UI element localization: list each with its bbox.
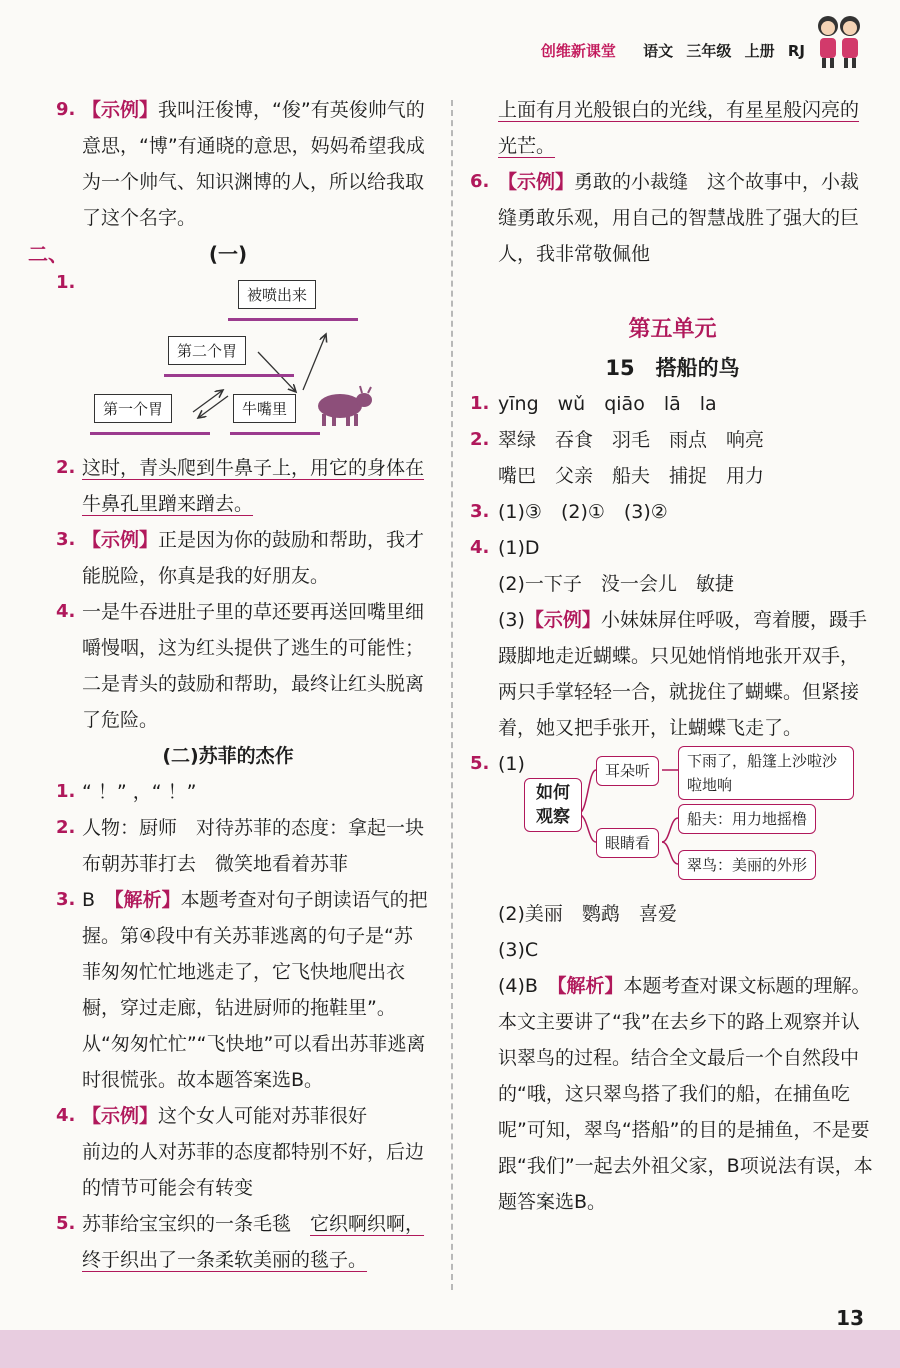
unit-title: 第五单元 <box>628 317 717 342</box>
right-column <box>470 92 875 1220</box>
lesson-answer-3: 3. (1)③ (2)① (3)② <box>470 501 668 523</box>
volume: 上册 <box>744 42 775 60</box>
lesson-answer-1: 1. yīng wǔ qiāo lā la <box>470 393 717 415</box>
part2-answer-2: 2. 人物：厨师 对待苏菲的态度：拿起一块布朝苏菲打去 微笑地看着苏菲 <box>56 817 425 875</box>
answer-3: 3. 【示例】正是因为你的鼓励和帮助，我才能脱险，你真是我的好朋友。 <box>56 529 425 587</box>
footer-bar <box>0 1330 900 1368</box>
box-second-stomach: 第二个胃 <box>168 336 246 365</box>
answer-6: 6. 【示例】勇敢的小裁缝 这个故事中，小裁缝勇敢乐观，用自己的智慧战胜了强大的巨人，我非常敬佩他 <box>470 171 860 265</box>
mind-map-ear: 耳朵听 <box>596 756 659 786</box>
answer-2: 2. 这时，青头爬到牛鼻子上，用它的身体在牛鼻孔里蹭来蹭去。 <box>56 457 425 515</box>
lesson-title: 15 搭船的鸟 <box>605 356 740 380</box>
grass-decoration <box>230 420 320 435</box>
box-cow-mouth: 牛嘴里 <box>233 394 296 423</box>
answer-9: 9. 【示例】我叫汪俊博，“俊”有英俊帅气的意思，“博”有通晓的意思，妈妈希望我成为一个帅气、知识渊博的人，所以给我取了这个名字。 <box>56 99 425 229</box>
subject: 语文 <box>643 42 674 60</box>
part2-answer-1: 1. “ ！” ，“ ！” <box>56 781 197 803</box>
lesson-answer-5-2: (2)美丽 鹦鹉 喜爱 <box>498 903 677 925</box>
part2-answer-3: 3. B 【解析】本题考查对句子朗读语气的把握。第④段中有关苏菲逃离的句子是“苏菲匆匆忙忙地逃走了，它飞快地爬出衣橱，穿过走廊，钻进厨师的拖鞋里”。从“匆匆忙忙”“飞快地”可以看出苏菲逃离时很慌张。故本题答案选B。 <box>56 889 428 1091</box>
mind-map-eye: 眼睛看 <box>596 828 659 858</box>
digestion-diagram: 1. 被喷出来 第二个胃 第一个胃 牛嘴里 <box>28 272 428 450</box>
section-two: 二、 (一) <box>28 242 248 266</box>
children-mascot-icon <box>806 8 870 72</box>
part-two-title: (二)苏菲的杰作 <box>162 745 294 767</box>
lesson-answer-5-4: (4)B 【解析】本题考查对课文标题的理解。本文主要讲了“我”在去乡下的路上观察并认识翠鸟的过程。结合全文最后一个自然段中的“哦，这只翠鸟搭了我们的船，在捕鱼吃呢”可知，翠鸟“搭船”的目的是捕鱼，不是要跟“我们”一起去外祖父家，B项说法有误，本题答案选B。 <box>498 975 873 1213</box>
grass-decoration <box>164 362 294 377</box>
answer-4: 4. 一是牛吞进肚子里的草还要再送回嘴里细嚼慢咽，这为红头提供了逃生的可能性；二是青头的鼓励和帮助，最终让红头脱离了危险。 <box>56 601 425 731</box>
grass-decoration <box>228 306 358 321</box>
mind-map-eye-leaf-boatman: 船夫：用力地摇橹 <box>678 804 816 834</box>
lesson-answer-5: 5. (1) 如何观察 耳朵听 下雨了，船篷上沙啦沙啦地响 眼睛看 船夫：用力地摇橹 翠鸟：美丽的外形 <box>470 746 875 896</box>
page-header <box>533 40 805 61</box>
lesson-answer-2: 2. 翠绿 吞食 羽毛 雨点 响亮 嘴巴 父亲 船夫 捕捉 用力 <box>470 429 765 487</box>
column-divider <box>451 100 453 1290</box>
left-column <box>28 92 428 1278</box>
lesson-answer-5-3: (3)C <box>498 939 539 961</box>
mind-map-root: 如何观察 <box>524 778 582 832</box>
mind-map-eye-leaf-kingfisher: 翠鸟：美丽的外形 <box>678 850 816 880</box>
grade: 三年级 <box>686 42 732 60</box>
edition: RJ <box>787 42 805 60</box>
part2-answer-4: 4. 【示例】这个女人可能对苏菲很好 前边的人对苏菲的态度都特别不好，后边的情节可能会有转变 <box>56 1105 425 1199</box>
box-ejected: 被喷出来 <box>238 280 316 309</box>
lesson-answer-4: 4. (1)D (2)一下子 没一会儿 敏捷 (3)【示例】小妹妹屏住呼吸，弯着腰，蹑手蹑脚地走近蝴蝶。只见她悄悄地张开双手，两只手掌轻轻一合，就拢住了蝴蝶。但紧接着，她又把手张开，让蝴蝶飞走了。 <box>470 537 867 739</box>
box-first-stomach: 第一个胃 <box>94 394 172 423</box>
part2-answer-5: 5. 苏菲给宝宝织的一条毛毯 它织啊织啊，终于织出了一条柔软美丽的毯子。 <box>56 1213 425 1271</box>
brand: 创维新课堂 <box>540 42 616 60</box>
answer-5-continued: 上面有月光般银白的光线，有星星般闪亮的光芒。 <box>498 99 860 157</box>
mind-map-ear-leaf: 下雨了，船篷上沙啦沙啦地响 <box>678 746 854 800</box>
grass-decoration <box>90 420 210 435</box>
cow-icon <box>310 382 374 430</box>
page-number: 13 <box>836 1306 864 1330</box>
